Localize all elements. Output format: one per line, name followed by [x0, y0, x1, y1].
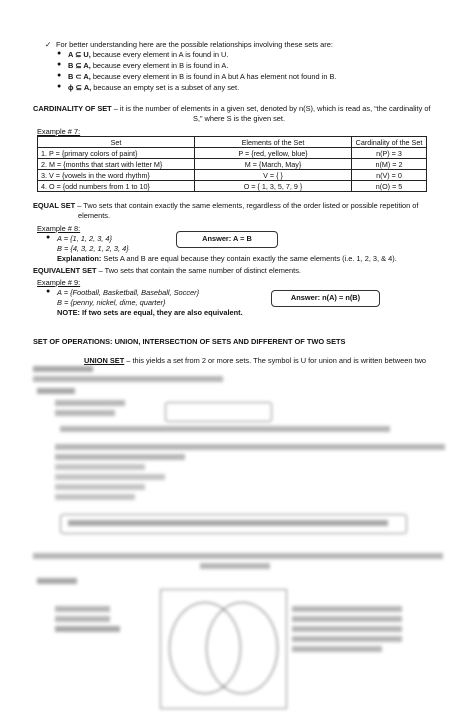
table-cell: 3. V = {vowels in the word rhythm}	[38, 170, 195, 181]
blurred-line	[33, 376, 223, 382]
blurred-line	[33, 366, 93, 372]
set-a: A = {Football, Basketball, Baseball, Soccer}	[57, 288, 200, 297]
blurred-line	[292, 636, 402, 642]
blurred-line	[68, 520, 388, 526]
union-set-definition: UNION SET – this yields a set from 2 or more sets. The symbol is U for union and is written between two	[84, 356, 427, 365]
blurred-line	[55, 400, 125, 406]
relationship-item: ϕ ⊆ A, because an empty set is a subset of any set.	[68, 83, 240, 92]
set-b: B = {penny, nickel, dime, quarter}	[57, 298, 166, 307]
table-header-row	[38, 137, 427, 148]
table-cell: P = {red, yellow, blue}	[195, 148, 352, 159]
bullet-icon: ●	[46, 234, 51, 241]
table-cell: 1. P = {primary colors of paint}	[38, 148, 195, 159]
explanation: Explanation: Sets A and B are equal because they contain exactly the same elements (i.e. 1, 2, 3, & 4).	[57, 254, 397, 263]
blurred-line	[200, 563, 270, 569]
table-row	[38, 181, 427, 192]
cardinality-definition-cont: S,” where S is the given set.	[193, 114, 286, 123]
blurred-line	[292, 626, 402, 632]
table-cell: V = { }	[195, 170, 352, 181]
table-cell: n(M) = 2	[352, 159, 427, 170]
equal-set-definition: EQUAL SET – Two sets that contain exactly the same elements, regardless of the order listed or possible repetition of	[33, 201, 419, 210]
equivalent-set-definition: EQUIVALENT SET – Two sets that contain the same number of distinct elements.	[33, 266, 301, 275]
blurred-line	[33, 553, 443, 559]
blurred-line	[55, 444, 445, 450]
example-label: Example # 8:	[37, 224, 81, 233]
cardinality-table	[37, 136, 427, 192]
blurred-line	[37, 578, 77, 584]
note: NOTE: If two sets are equal, they are also equivalent.	[57, 308, 243, 317]
blurred-line	[37, 388, 75, 394]
table-row	[38, 148, 427, 159]
cardinality-definition: CARDINALITY OF SET – it is the number of elements in a given set, denoted by n(S), which is read as, “the cardinality of	[33, 104, 431, 113]
example-label: Example # 9:	[37, 278, 81, 287]
blurred-venn-diagram	[160, 589, 287, 709]
blurred-line	[55, 494, 135, 500]
table-header: Set	[38, 137, 195, 148]
blurred-answer-box	[165, 402, 272, 422]
relationship-item: A ⊆ U, because every element in A is found in U.	[68, 50, 229, 59]
table-cell: M = {March, May}	[195, 159, 352, 170]
blurred-line	[55, 606, 110, 612]
table-row	[38, 170, 427, 181]
blurred-line	[292, 616, 402, 622]
bullet-icon: ●	[57, 72, 62, 79]
table-cell: O = { 1, 3, 5, 7, 9 }	[195, 181, 352, 192]
blurred-content	[0, 344, 474, 724]
set-b: B = {4, 3, 2, 1, 2, 3, 4}	[57, 244, 129, 253]
section-heading: SET OF OPERATIONS: UNION, INTERSECTION OF SETS AND DIFFERENT OF TWO SETS	[33, 337, 346, 346]
bullet-icon: ●	[57, 61, 62, 68]
relationship-item: B ⊂ A, because every element in B is found in A but A has element not found in B.	[68, 72, 337, 81]
blurred-line	[60, 426, 390, 432]
blurred-line	[55, 410, 115, 416]
equal-set-definition-cont: elements.	[78, 211, 111, 220]
answer-box: Answer: n(A) = n(B)	[271, 290, 380, 307]
blurred-line	[55, 474, 165, 480]
bullet-icon: ●	[57, 83, 62, 90]
blurred-line	[292, 646, 382, 652]
blurred-line	[55, 626, 120, 632]
example-label: Example # 7:	[37, 127, 81, 136]
table-cell: n(V) = 0	[352, 170, 427, 181]
set-a: A = {1, 1, 2, 3, 4}	[57, 234, 112, 243]
blurred-line	[55, 454, 185, 460]
blurred-line	[292, 606, 402, 612]
table-cell: 4. O = {odd numbers from 1 to 10}	[38, 181, 195, 192]
relationship-item: B ⊆ A, because every element in B is found in A.	[68, 61, 229, 70]
bullet-icon: ●	[46, 288, 51, 295]
table-header: Elements of the Set	[195, 137, 352, 148]
answer-box: Answer: A = B	[176, 231, 278, 248]
table-header: Cardinality of the Set	[352, 137, 427, 148]
blurred-line	[55, 464, 145, 470]
table-cell: n(O) = 5	[352, 181, 427, 192]
table-cell: n(P) = 3	[352, 148, 427, 159]
bullet-icon: ●	[57, 50, 62, 57]
table-row	[38, 159, 427, 170]
intro-text: For better understanding here are the possible relationships involving these sets are:	[56, 40, 333, 49]
blurred-line	[55, 616, 110, 622]
blurred-line	[55, 484, 145, 490]
table-cell: 2. M = {months that start with letter M}	[38, 159, 195, 170]
check-icon: ✓	[45, 40, 52, 49]
